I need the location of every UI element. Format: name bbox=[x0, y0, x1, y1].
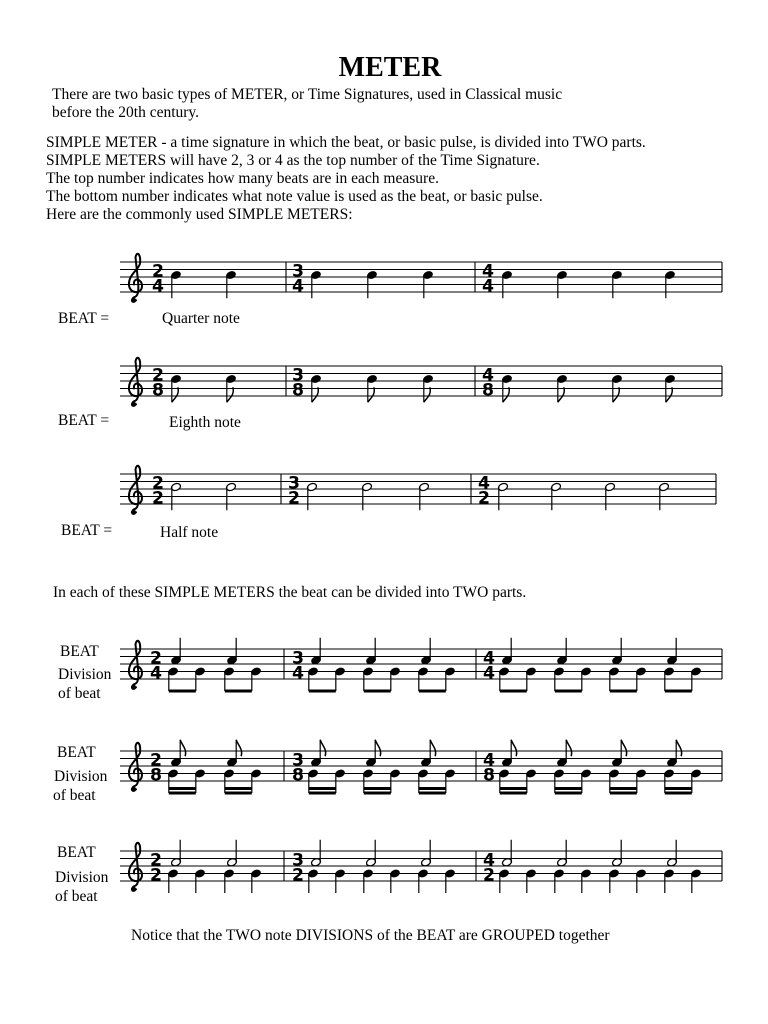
time-signature-bottom: 4 bbox=[291, 663, 305, 684]
time-signature-top: 4 bbox=[482, 648, 496, 669]
beat-label: BEAT = bbox=[58, 412, 110, 429]
beat-row-label: BEAT bbox=[57, 744, 96, 761]
time-signature-bottom: 8 bbox=[291, 765, 305, 786]
time-signature-top: 4 bbox=[481, 261, 495, 282]
time-signature-bottom: 2 bbox=[149, 865, 163, 886]
half-note bbox=[420, 840, 431, 867]
definition-line-4: The bottom number indicates what note value is used as the beat, or basic pulse. bbox=[46, 188, 543, 205]
half-note bbox=[666, 840, 677, 867]
half-note bbox=[611, 840, 622, 867]
half-note bbox=[170, 840, 181, 867]
closing-note: Notice that the TWO note DIVISIONS of the BEAT are GROUPED together bbox=[131, 927, 610, 944]
division-row-label: Division bbox=[58, 666, 112, 683]
half-note bbox=[501, 840, 512, 867]
half-note bbox=[226, 840, 237, 867]
time-signature-bottom: 8 bbox=[151, 380, 165, 401]
time-signature-top: 4 bbox=[481, 365, 495, 386]
half-note bbox=[310, 840, 321, 867]
intro-line-2: before the 20th century. bbox=[52, 104, 200, 121]
of-beat-label: of beat bbox=[53, 787, 96, 804]
time-signature-top: 2 bbox=[149, 750, 163, 771]
time-signature-bottom: 2 bbox=[151, 488, 165, 509]
definition-line-3: The top number indicates how many beats are in each measure. bbox=[46, 170, 439, 187]
time-signature-top: 4 bbox=[482, 850, 496, 871]
time-signature bbox=[150, 850, 162, 885]
time-signature-top: 4 bbox=[482, 750, 496, 771]
treble-clef-icon bbox=[129, 843, 142, 892]
half-note bbox=[365, 840, 376, 867]
time-signature-bottom: 8 bbox=[291, 380, 305, 401]
time-signature-bottom: 2 bbox=[477, 488, 491, 509]
time-signature-top: 2 bbox=[151, 473, 165, 494]
page-title: METER bbox=[338, 52, 442, 83]
time-signature bbox=[483, 850, 495, 885]
time-signature-top: 2 bbox=[149, 850, 163, 871]
time-signature-top: 3 bbox=[291, 365, 305, 386]
time-signature-bottom: 8 bbox=[149, 765, 163, 786]
time-signature-top: 3 bbox=[291, 750, 305, 771]
time-signature-top: 2 bbox=[149, 648, 163, 669]
beat-note-name: Eighth note bbox=[169, 414, 241, 431]
time-signature-top: 2 bbox=[151, 261, 165, 282]
time-signature-top: 3 bbox=[291, 648, 305, 669]
time-signature-bottom: 2 bbox=[291, 865, 305, 886]
beat-label: BEAT = bbox=[61, 522, 113, 539]
beat-row-label: BEAT bbox=[57, 844, 96, 861]
time-signature-bottom: 4 bbox=[151, 276, 165, 297]
time-signature bbox=[292, 850, 304, 885]
time-signature-bottom: 4 bbox=[149, 663, 163, 684]
beat-label: BEAT = bbox=[58, 310, 110, 327]
time-signature-bottom: 8 bbox=[481, 380, 495, 401]
beat-note-name: Quarter note bbox=[162, 310, 240, 327]
division-row-label: Division bbox=[55, 869, 109, 886]
time-signature-bottom: 4 bbox=[482, 663, 496, 684]
time-signature-bottom: 2 bbox=[482, 865, 496, 886]
time-signature-top: 3 bbox=[291, 261, 305, 282]
beat-row-label: BEAT bbox=[60, 643, 99, 660]
definition-line-5: Here are the commonly used SIMPLE METERS: bbox=[46, 206, 353, 223]
time-signature-top: 3 bbox=[291, 850, 305, 871]
time-signature-bottom: 8 bbox=[482, 765, 496, 786]
beat-note-name: Half note bbox=[160, 524, 219, 541]
time-signature-bottom: 4 bbox=[291, 276, 305, 297]
time-signature-top: 2 bbox=[151, 365, 165, 386]
definition-line-2: SIMPLE METERS will have 2, 3 or 4 as the top number of the Time Signature. bbox=[46, 152, 540, 169]
of-beat-label: of beat bbox=[55, 888, 98, 905]
division-row-label: Division bbox=[54, 768, 108, 785]
of-beat-label: of beat bbox=[58, 685, 101, 702]
definition-line-1: SIMPLE METER - a time signature in which the beat, or basic pulse, is divided into TWO parts. bbox=[46, 134, 646, 151]
time-signature-top: 4 bbox=[477, 473, 491, 494]
time-signature-bottom: 2 bbox=[287, 488, 301, 509]
half-note bbox=[556, 840, 567, 867]
division-intro: In each of these SIMPLE METERS the beat can be divided into TWO parts. bbox=[53, 584, 527, 601]
time-signature-top: 3 bbox=[287, 473, 301, 494]
time-signature-bottom: 4 bbox=[481, 276, 495, 297]
intro-line-1: There are two basic types of METER, or Time Signatures, used in Classical music bbox=[52, 86, 563, 103]
